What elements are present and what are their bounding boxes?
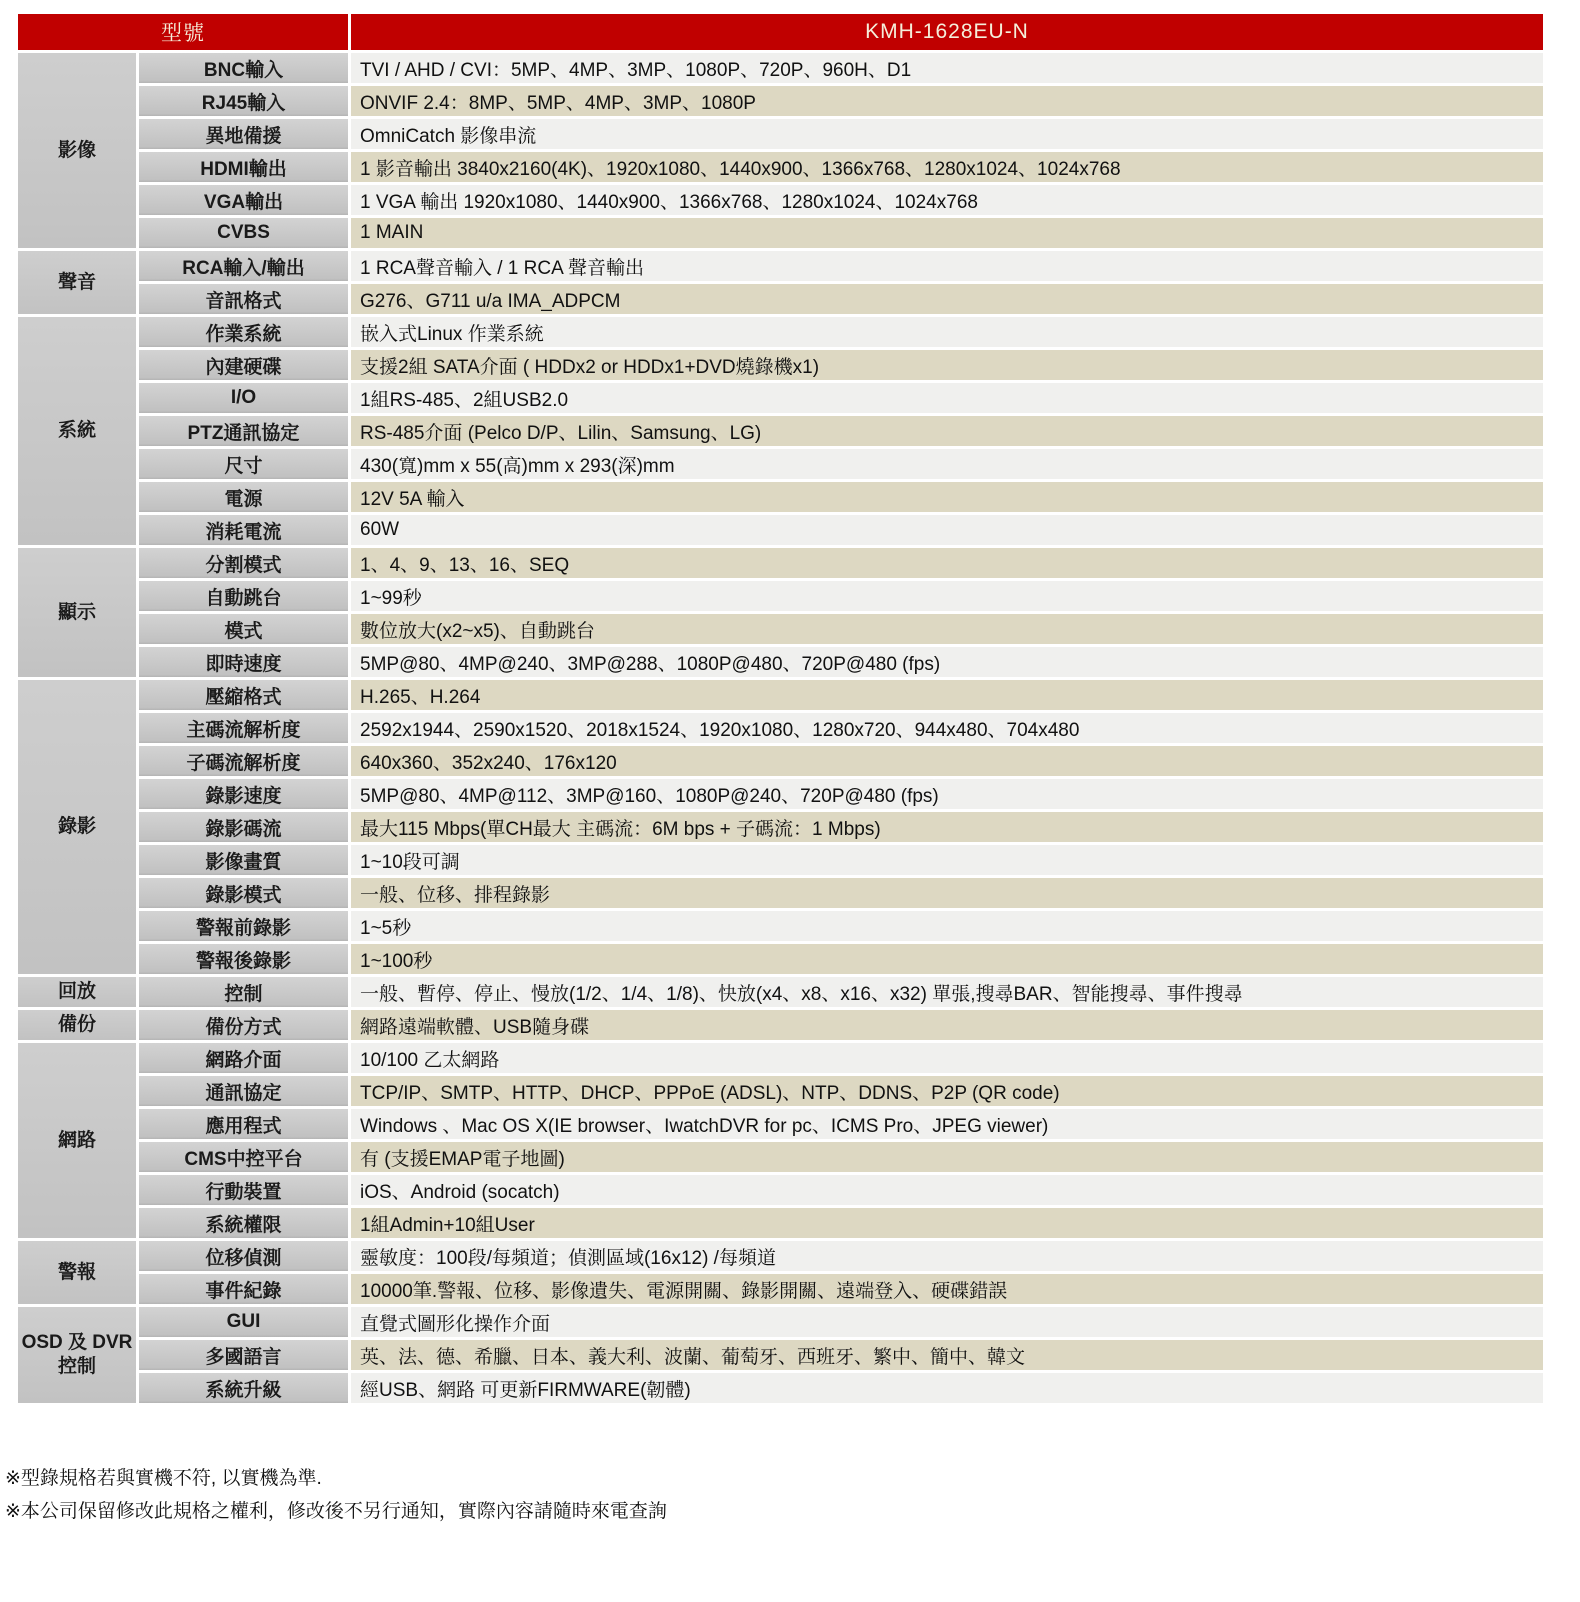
table-row	[18, 1307, 1543, 1337]
table-row	[18, 1241, 1543, 1271]
category-cell: 聲音	[18, 251, 136, 314]
spec-label: 錄影模式	[139, 878, 348, 908]
spec-value: 嵌入式Linux 作業系統	[351, 317, 1543, 347]
spec-value: 1 MAIN	[351, 218, 1543, 248]
spec-label: I/O	[139, 383, 348, 413]
spec-label: 事件紀錄	[139, 1274, 348, 1304]
spec-label: 電源	[139, 482, 348, 512]
spec-label: 消耗電流	[139, 515, 348, 545]
spec-value: 支援2組 SATA介面 ( HDDx2 or HDDx1+DVD燒錄機x1)	[351, 350, 1543, 380]
table-row	[18, 317, 1543, 347]
spec-label: 錄影速度	[139, 779, 348, 809]
spec-value: 1~100秒	[351, 944, 1543, 974]
category-cell: 錄影	[18, 680, 136, 974]
footnote-line: ※型錄規格若與實機不符, 以實機為準.	[5, 1468, 322, 1489]
spec-label: 行動裝置	[139, 1175, 348, 1205]
table-row	[18, 1175, 1543, 1205]
spec-label: 尺寸	[139, 449, 348, 479]
spec-value: 經USB、網路 可更新FIRMWARE(韌體)	[351, 1373, 1543, 1403]
spec-label: PTZ通訊協定	[139, 416, 348, 446]
spec-value: 5MP@80、4MP@240、3MP@288、1080P@480、720P@480 (fps)	[351, 647, 1543, 677]
table-row	[18, 185, 1543, 215]
table-row	[18, 284, 1543, 314]
spec-value: 5MP@80、4MP@112、3MP@160、1080P@240、720P@480 (fps)	[351, 779, 1543, 809]
table-row	[18, 416, 1543, 446]
table-row	[18, 1109, 1543, 1139]
spec-label: 位移偵測	[139, 1241, 348, 1271]
table-row	[18, 944, 1543, 974]
table-row	[18, 581, 1543, 611]
table-row	[18, 515, 1543, 545]
spec-label: RJ45輸入	[139, 86, 348, 116]
table-row	[18, 86, 1543, 116]
spec-label: 系統升級	[139, 1373, 348, 1403]
spec-value: G276、G711 u/a IMA_ADPCM	[351, 284, 1543, 314]
spec-label: 異地備援	[139, 119, 348, 149]
spec-value: 英、法、德、希臘、日本、義大利、波蘭、葡萄牙、西班牙、繁中、簡中、韓文	[351, 1340, 1543, 1370]
spec-value: 1~5秒	[351, 911, 1543, 941]
spec-label: 主碼流解析度	[139, 713, 348, 743]
spec-value: 60W	[351, 515, 1543, 545]
table-row	[18, 119, 1543, 149]
table-row	[18, 680, 1543, 710]
spec-label: RCA輸入/輸出	[139, 251, 348, 281]
spec-value: 有 (支援EMAP電子地圖)	[351, 1142, 1543, 1172]
spec-value: iOS、Android (socatch)	[351, 1175, 1543, 1205]
table-row	[18, 647, 1543, 677]
spec-label: 應用程式	[139, 1109, 348, 1139]
table-row	[18, 53, 1543, 83]
spec-label: 警報後錄影	[139, 944, 348, 974]
spec-label: 備份方式	[139, 1010, 348, 1040]
spec-label: 影像畫質	[139, 845, 348, 875]
table-row	[18, 350, 1543, 380]
spec-value: 最大115 Mbps(單CH最大 主碼流：6M bps + 子碼流：1 Mbps)	[351, 812, 1543, 842]
table-row	[18, 1010, 1543, 1040]
spec-label: CVBS	[139, 218, 348, 248]
spec-value: 12V 5A 輸入	[351, 482, 1543, 512]
spec-value: 1、4、9、13、16、SEQ	[351, 548, 1543, 578]
spec-value: 直覺式圖形化操作介面	[351, 1307, 1543, 1337]
spec-value: Windows 、Mac OS X(IE browser、IwatchDVR for pc、ICMS Pro、JPEG viewer)	[351, 1109, 1543, 1139]
table-row	[18, 482, 1543, 512]
spec-table	[15, 11, 1546, 1406]
table-row	[18, 152, 1543, 182]
spec-label: 錄影碼流	[139, 812, 348, 842]
spec-value: 網路遠端軟體、USB隨身碟	[351, 1010, 1543, 1040]
spec-value: 數位放大(x2~x5)、自動跳台	[351, 614, 1543, 644]
category-cell: 影像	[18, 53, 136, 248]
spec-table-body	[18, 53, 1543, 1403]
spec-value: 一般、暫停、停止、慢放(1/2、1/4、1/8)、快放(x4、x8、x16、x32) 單張,搜尋BAR、智能搜尋、事件搜尋	[351, 977, 1543, 1007]
spec-label: 子碼流解析度	[139, 746, 348, 776]
table-row	[18, 746, 1543, 776]
category-cell: 回放	[18, 977, 136, 1007]
table-row	[18, 383, 1543, 413]
table-row	[18, 1142, 1543, 1172]
spec-label: 內建硬碟	[139, 350, 348, 380]
category-cell: 警報	[18, 1241, 136, 1304]
table-row	[18, 1043, 1543, 1073]
table-row	[18, 812, 1543, 842]
table-row	[18, 845, 1543, 875]
table-row	[18, 548, 1543, 578]
table-row	[18, 713, 1543, 743]
table-row	[18, 977, 1543, 1007]
spec-label: BNC輸入	[139, 53, 348, 83]
table-row	[18, 1373, 1543, 1403]
footnote-line: ※本公司保留修改此規格之權利，修改後不另行通知，實際內容請隨時來電查詢	[5, 1501, 667, 1522]
table-row	[18, 1208, 1543, 1238]
table-row	[18, 251, 1543, 281]
category-cell: 系統	[18, 317, 136, 545]
spec-value: H.265、H.264	[351, 680, 1543, 710]
spec-value: 2592x1944、2590x1520、2018x1524、1920x1080、1280x720、944x480、704x480	[351, 713, 1543, 743]
spec-label: 通訊協定	[139, 1076, 348, 1106]
spec-label: 模式	[139, 614, 348, 644]
table-row	[18, 1076, 1543, 1106]
spec-label: 系統權限	[139, 1208, 348, 1238]
spec-label: GUI	[139, 1307, 348, 1337]
spec-label: 控制	[139, 977, 348, 1007]
spec-value: TVI / AHD / CVI：5MP、4MP、3MP、1080P、720P、960H、D1	[351, 53, 1543, 83]
spec-value: OmniCatch 影像串流	[351, 119, 1543, 149]
spec-value: 1組Admin+10組User	[351, 1208, 1543, 1238]
spec-label: 多國語言	[139, 1340, 348, 1370]
spec-label: CMS中控平台	[139, 1142, 348, 1172]
spec-label: 網路介面	[139, 1043, 348, 1073]
table-row	[18, 1274, 1543, 1304]
spec-value: 一般、位移、排程錄影	[351, 878, 1543, 908]
spec-value: RS-485介面 (Pelco D/P、Lilin、Samsung、LG)	[351, 416, 1543, 446]
spec-value: 靈敏度：100段/每頻道；偵測區域(16x12) /每頻道	[351, 1241, 1543, 1271]
spec-value: 10/100 乙太網路	[351, 1043, 1543, 1073]
category-cell: OSD 及 DVR 控制	[18, 1307, 136, 1403]
category-cell: 顯示	[18, 548, 136, 677]
table-row	[18, 614, 1543, 644]
spec-value: 1 影音輸出 3840x2160(4K)、1920x1080、1440x900、1366x768、1280x1024、1024x768	[351, 152, 1543, 182]
spec-value: TCP/IP、SMTP、HTTP、DHCP、PPPoE (ADSL)、NTP、DDNS、P2P (QR code)	[351, 1076, 1543, 1106]
category-cell: 備份	[18, 1010, 136, 1040]
header-row	[18, 14, 1543, 50]
spec-label: HDMI輸出	[139, 152, 348, 182]
spec-value: 10000筆.警報、位移、影像遺失、電源開關、錄影開關、遠端登入、硬碟錯誤	[351, 1274, 1543, 1304]
spec-label: 即時速度	[139, 647, 348, 677]
spec-label: 分割模式	[139, 548, 348, 578]
table-row	[18, 218, 1543, 248]
table-row	[18, 1340, 1543, 1370]
spec-value: 1 RCA聲音輸入 / 1 RCA 聲音輸出	[351, 251, 1543, 281]
spec-label: 音訊格式	[139, 284, 348, 314]
spec-value: 1~10段可調	[351, 845, 1543, 875]
spec-value: 1 VGA 輸出 1920x1080、1440x900、1366x768、1280x1024、1024x768	[351, 185, 1543, 215]
spec-value: 1組RS-485、2組USB2.0	[351, 383, 1543, 413]
spec-label: 壓縮格式	[139, 680, 348, 710]
spec-label: 自動跳台	[139, 581, 348, 611]
footnotes	[5, 1462, 1580, 1528]
table-row	[18, 449, 1543, 479]
spec-value: 430(寬)mm x 55(高)mm x 293(深)mm	[351, 449, 1543, 479]
spec-label: 警報前錄影	[139, 911, 348, 941]
spec-label: 作業系統	[139, 317, 348, 347]
table-row	[18, 779, 1543, 809]
table-row	[18, 911, 1543, 941]
spec-value: ONVIF 2.4：8MP、5MP、4MP、3MP、1080P	[351, 86, 1543, 116]
spec-value: 1~99秒	[351, 581, 1543, 611]
spec-label: VGA輸出	[139, 185, 348, 215]
spec-value: 640x360、352x240、176x120	[351, 746, 1543, 776]
model-value: KMH-1628EU-N	[351, 14, 1543, 50]
category-cell: 網路	[18, 1043, 136, 1238]
model-label: 型號	[18, 14, 348, 50]
table-row	[18, 878, 1543, 908]
